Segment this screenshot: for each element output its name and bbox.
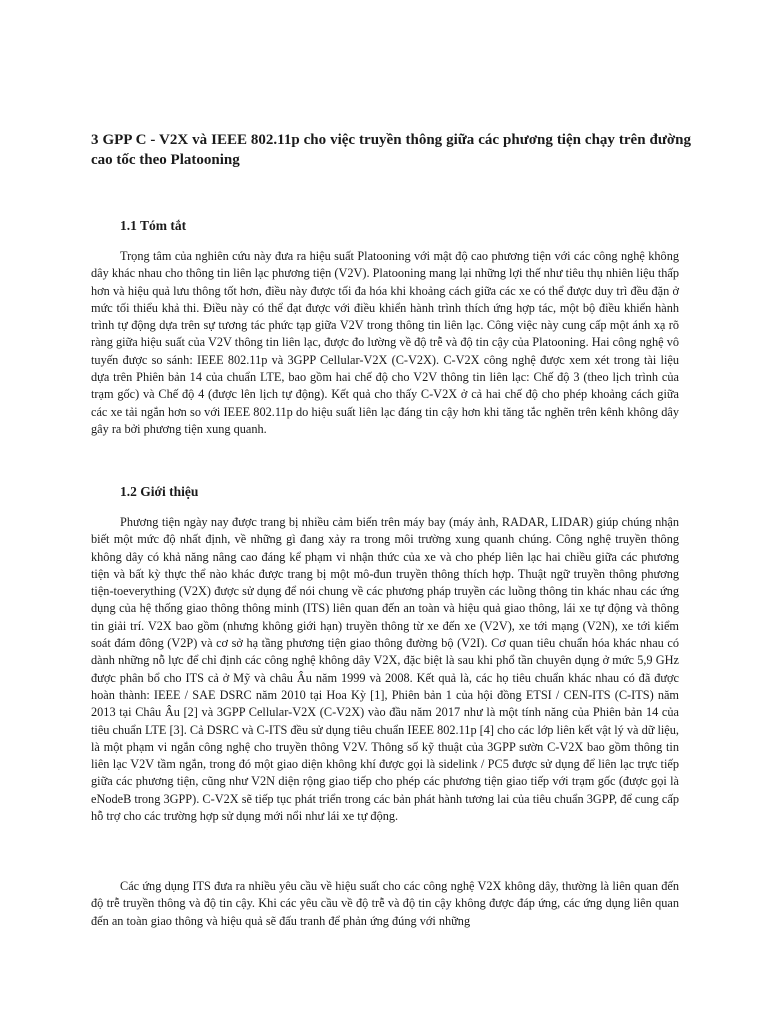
introduction-paragraph-1: Phương tiện ngày nay được trang bị nhiều cảm biến trên máy bay (máy ảnh, RADAR, LIDAR) giúp chúng nhận biết một mức độ nhất định, về những gì đang xảy ra trong môi trường xung quanh chúng. Công nghệ truyền thông không dây có khả năng nâng cao đáng kể phạm vi nhận thức của xe và cho phép liên lạc hai chiều giữa các phương tiện và bất kỳ thực thể nào khác được trang bị một mô-đun truyền thông thích hợp. Thuật ngữ truyền thông phương tiện-toeverything (V2X) được sử dụng để nói chung về các phương pháp truyền các luồng thông tin khác nhau các ứng dụng của hệ thống giao thông thông minh (ITS) liên quan đến an toàn và hiệu quả giao thông, lái xe tự động và thông tin giải trí. V2X bao gồm (nhưng không giới hạn) truyền thông từ xe đến xe (V2V), xe tới mạng (V2N), xe tới kiểm soát đám đông (V2P) và cơ sở hạ tầng phương tiện giao thông đường bộ (V2I). Cơ quan tiêu chuẩn hóa khác nhau có dành những nỗ lực để chỉ định các công nghệ không dây V2X, đặc biệt là sau khi phổ tần chuyên dụng ở mức 5,9 GHz được phân bổ cho ITS cả ở Mỹ và châu Âu năm 1999 và 2008. Kết quả là, các họ tiêu chuẩn khác nhau có đã được hoàn thành: IEEE / SAE DSRC năm 2010 tại Hoa Kỳ [1], Phiên bản 1 của hội đồng ETSI / CEN-ITS (C-ITS) năm 2013 tại Châu Âu [2] và 3GPP Cellular-V2X (C-V2X) vào đầu năm 2017 như là một tính năng của Phiên bản 14 của tiêu chuẩn LTE [3]. Cả DSRC và C-ITS đều sử dụng tiêu chuẩn IEEE 802.11p [4] cho các lớp liên kết vật lý và dữ liệu, là một phạm vi ngắn công nghệ cho truyền thông V2V. Thông số kỹ thuật của 3GPP sườn C-V2X bao gồm thông tin liên lạc V2V tầm ngắn, trong đó một giao diện không khí được gọi là sidelink / PC5 được sử dụng để liên lạc trực tiếp giữa các phương tiện, cũng như V2N diện rộng giao tiếp cho phép các phương tiện giao tiếp với trạm gốc (được gọi là eNodeB trong 3GPP). C-V2X sẽ tiếp tục phát triển trong các bản phát hành tương lai của tiêu chuẩn 3GPP, để cung cấp hỗ trợ cho các trường hợp sử dụng mới nổi như lái xe tự động. <box>91 515 679 824</box>
section-heading-summary: 1.1 Tóm tắt <box>120 218 187 233</box>
document-title: 3 GPP C - V2X và IEEE 802.11p cho việc truyền thông giữa các phương tiện chạy trên đường cao tốc theo Platooning <box>91 132 691 168</box>
section-heading-introduction: 1.2 Giới thiệu <box>120 484 199 499</box>
introduction-paragraph-2: Các ứng dụng ITS đưa ra nhiều yêu cầu về hiệu suất cho các công nghệ V2X không dây, thường là liên quan đến độ trễ truyền thông và độ tin cậy. Khi các yêu cầu về độ trễ và độ tin cậy không được đáp ứng, các ứng dụng liên quan đến an toàn giao thông và hiệu quả sẽ đấu tranh để phản ứng đúng với những <box>91 879 679 928</box>
summary-paragraph: Trọng tâm của nghiên cứu này đưa ra hiệu suất Platooning với mật độ cao phương tiện với các công nghệ không dây khác nhau cho thông tin liên lạc phương tiện (V2V). Platooning mang lại những lợi thế như tiêu thụ nhiên liệu thấp hơn và hiệu quả lưu thông tốt hơn, điều này được tối đa hóa khi khoảng cách giữa các xe có thể được duy trì đều đặn ở mức tối thiểu khả thi. Điều này có thể đạt được với điều khiển hành trình thích ứng hợp tác, một bộ điều khiển hành trình tự động dựa trên sự tương tác phức tạp giữa V2V trong thông tin liên lạc. Công việc này cung cấp một ánh xạ rõ ràng giữa hiệu suất của V2V thông tin liên lạc, được đo lường về độ trễ và độ tin cậy của Platooning. Hai công nghệ vô tuyến được so sánh: IEEE 802.11p và 3GPP Cellular-V2X (C-V2X). C-V2X công nghệ được xem xét trong tài liệu dựa trên Phiên bản 14 của chuẩn LTE, bao gồm hai chế độ cho V2V thông tin liên lạc: Chế độ 3 (theo lịch trình của trạm gốc) và Chế độ 4 (được lên lịch tự động). Kết quả cho thấy C-V2X ở cả hai chế độ cho phép khoảng cách giữa các xe tải ngắn hơn so với IEEE 802.11p do hiệu suất liên lạc đáng tin cậy hơn khi tăng tắc nghẽn trên kênh không dây gây ra bởi phương tiện xung quanh. <box>91 249 679 436</box>
